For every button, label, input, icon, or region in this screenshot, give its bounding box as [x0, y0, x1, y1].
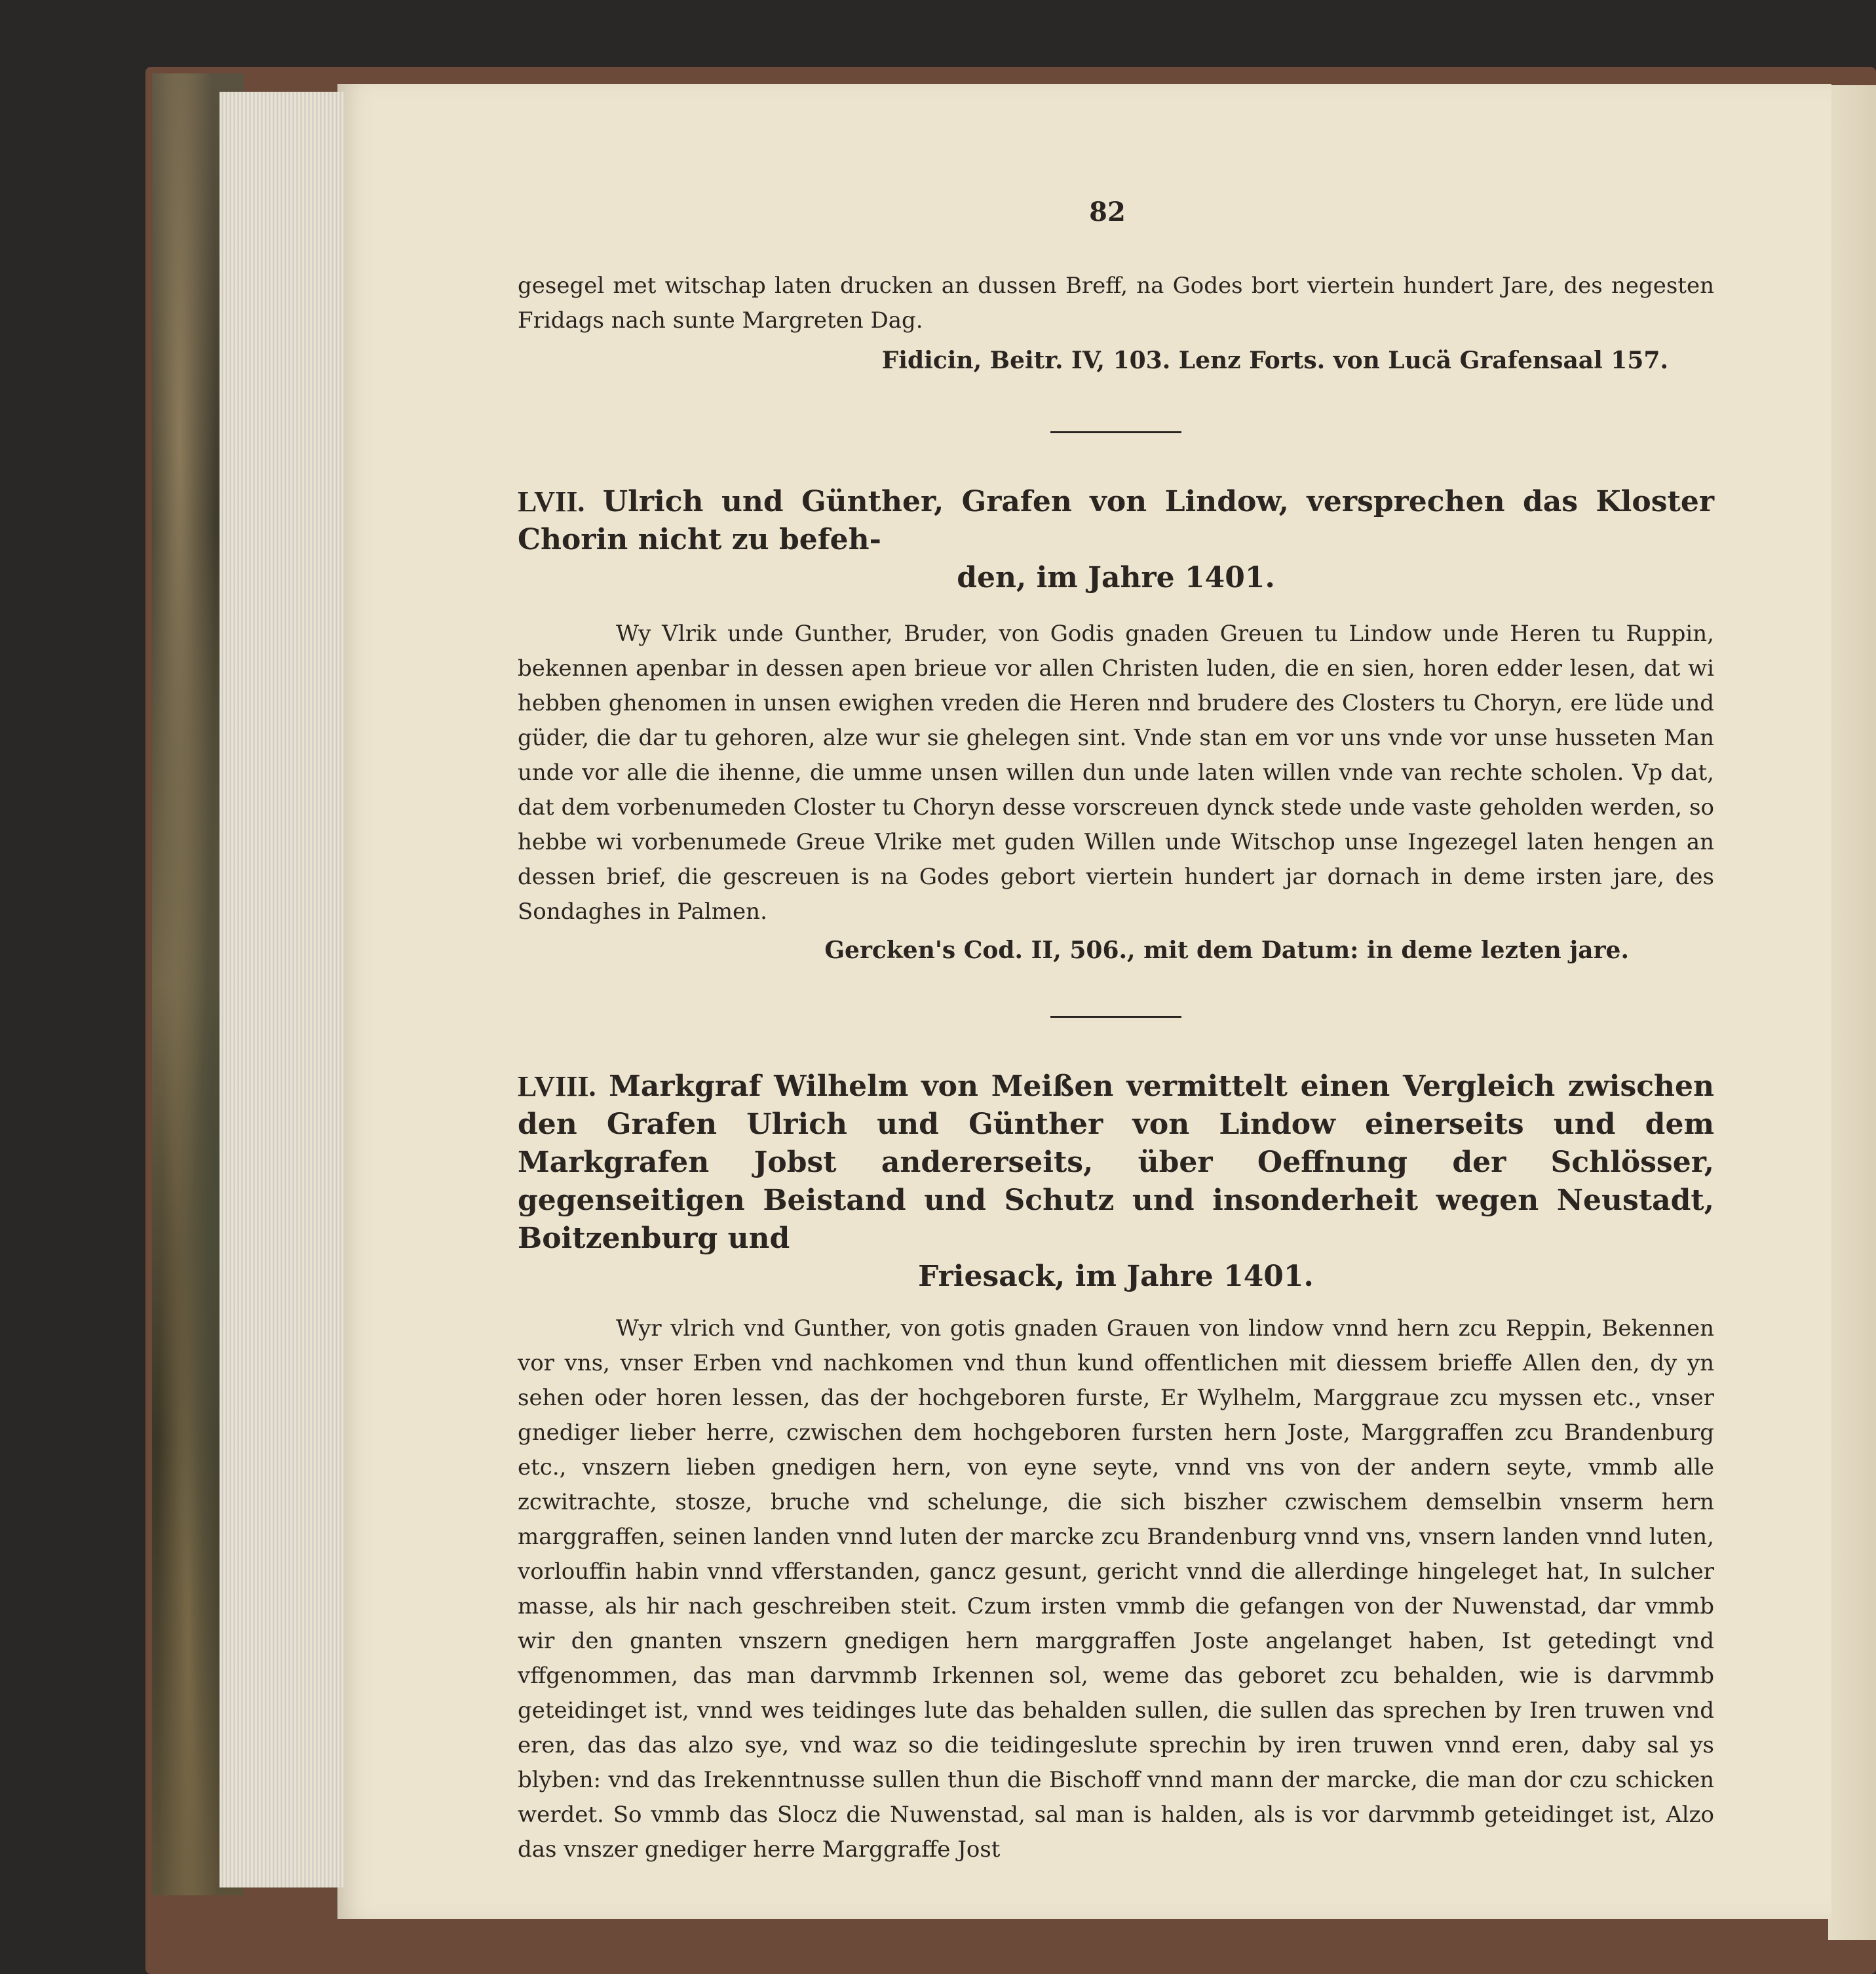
page-stack-edges — [220, 92, 344, 1887]
doc-58-numeral: LVIII. — [518, 1070, 596, 1102]
prev-document-citation: Fidicin, Beitr. IV, 103. Lenz Forts. von Lucä Grafensaal 157. — [881, 347, 1668, 374]
doc-58-heading — [518, 1068, 1714, 1258]
doc-57-text: Wy Vlrik unde Gunther, Bruder, von Godis gnaden Greuen tu Lindow unde Heren tu Ruppin, bekennen apenbar in dessen apen brieue vor allen Christen luden, die en sien, horen edder lesen, dat wi hebben ghenomen in unsen ewighen vreden die Heren nnd brudere des Closters tu Choryn, ere lüde und güder, die dar tu gehoren, alze wur sie ghelegen sint. Vnde stan em vor uns vnde vor unse husseten Man unde vor alle die ihenne, die umme unsen willen dun unde laten willen vnde van rechte scholen. Vp dat, dat dem vorbenumeden Closter tu Choryn desse vorscreuen dynck stede unde vaste geholden werden, so hebbe wi vorbenumede Greue Vlrike met guden Willen unde Witschop unse Ingezegel laten hengen an dessen brief, die gescreuen is na Godes gebort viertein hundert jar dornach in deme irsten jare, des Sondaghes in Palmen. — [518, 621, 1714, 925]
doc-58-title-tail: Friesack, im Jahre 1401. — [918, 1260, 1314, 1293]
doc-57-numeral: LVII. — [518, 486, 585, 518]
doc-57-title: Ulrich und Günther, Grafen von Lindow, versprechen das Kloster Chorin nicht zu befeh- — [518, 485, 1714, 556]
doc-57-citation: Gercken's Cod. II, 506., mit dem Datum: in deme lezten jare. — [824, 937, 1629, 964]
prev-document-text: gesegel met witschap laten drucken an dussen Breff, na Godes bort viertein hundert Jare, des negesten Fridags nach sunte Margreten Dag. — [518, 273, 1714, 334]
doc-58-text: Wyr vlrich vnd Gunther, von gotis gnaden Grauen von lindow vnnd hern zcu Reppin, Bekennen vor vns, vnser Erben vnd nachkomen vnd thun kund offentlichen mit diessem brieffe Allen den, dy yn sehen oder horen lessen, das der hochgeboren furste, Er Wylhelm, Marggraue zcu myssen etc., vnser gnediger lieber herre, czwischen dem hochgeboren fursten hern Joste, Marggraffen zcu Brandenburg etc., vnszern lieben gnedigen hern, von eyne seyte, vnnd vns von der andern seyte, vmmb alle zcwitrachte, stosze, bruche vnd schelunge, die sich biszher czwischem demselbin vnserm hern marggraffen, seinen landen vnnd luten der marcke zcu Brandenburg vnnd vns, vnsern landen vnnd luten, vorlouffin habin vnnd vfferstanden, gancz gesunt, gericht vnnd die allerdinge hingeleget hat, In sulcher masse, als hir nach geschreiben steit. Czum irsten vmmb die gefangen von der Nuwenstad, dar vmmb wir den gnanten vnszern gnedigen hern marggraffen Joste angelanget haben, Ist getedingt vnd vffgenommen, das man darvmmb Irkennen sol, weme das geboret zcu behalden, wie is darvmmb geteidinget ist, vnnd wes teidinges lute das behalden sullen, die sullen das sprechen by Iren truwen vnd eren, das das alzo sye, vnd waz so die teidingeslute sprechin by iren truwen vnnd eren, daby sal ys blyben: vnd das Irekenntnusse sullen thun die Bischoff vnnd mann der marcke, die man dor czu schicken werdet. So vmmb das Slocz die Nuwenstad, sal man is halden, als is vor darvmmb geteidinget ist, Alzo das vnszer gnediger herre Marggraffe Jost — [518, 1315, 1714, 1863]
page-number: 82 — [1089, 197, 1126, 227]
page-content — [518, 197, 1714, 1867]
doc-57-title-tail: den, im Jahre 1401. — [957, 561, 1275, 594]
doc-58-title: Markgraf Wilhelm von Meißen vermittelt einen Vergleich zwischen den Grafen Ulrich und Günther von Lindow einerseits und dem Markgrafen Jobst andererseits, über Oeffnung der Schlösser, gegenseitigen Beistand und Schutz und insonderheit wegen Neustadt, Boitzenburg und — [518, 1070, 1714, 1255]
facing-page-edge — [1828, 85, 1876, 1940]
doc-57-heading — [518, 483, 1714, 559]
